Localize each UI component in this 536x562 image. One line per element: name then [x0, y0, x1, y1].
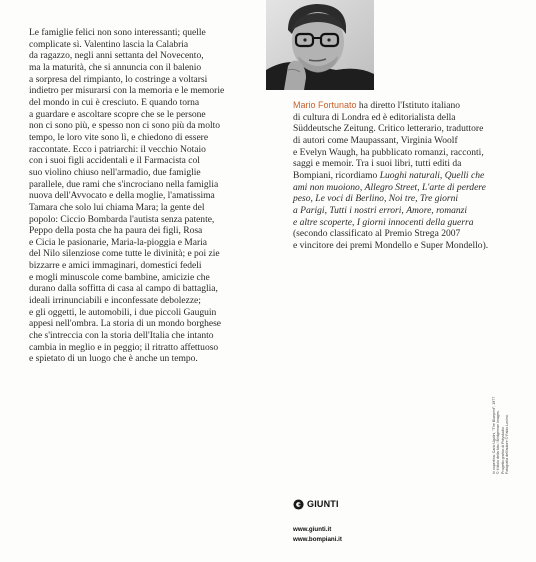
blurb-line: ma la maturità, che si annuncia con il balenio — [29, 61, 202, 73]
bio-line: (secondo classificato al Premio Strega 2007 — [293, 228, 461, 240]
publisher-name: GIUNTI — [307, 499, 339, 509]
book-title: Luoghi naturali — [379, 169, 440, 181]
book-title: Allegro Street — [364, 181, 418, 193]
credit-line: Progetto grafico di Polystudio. — [500, 426, 505, 474]
credit-line: © Il titolo della foto / Bridgeman Images. — [496, 410, 501, 474]
book-title: Quelli che — [444, 169, 485, 181]
blurb-line: e mogli minuscole come bambine, amicizie che — [29, 271, 210, 283]
blurb-line: suo violino chiuso nell'armadio, due famiglie — [29, 166, 201, 178]
bio-line: e altre scoperte, I giorni innocenti della guerra — [293, 216, 474, 228]
blurb-line: e spietato di un luogo che è anche un tempo. — [29, 353, 198, 365]
blurb-line: del Nilo silenziose come tutte le divinità; e poi zie — [29, 248, 220, 260]
blurb-line: cambia in meglio e in peggio; il ritratto affettuoso — [29, 341, 219, 353]
blurb-line: indietro per misurarsi con la memoria e le memorie — [29, 85, 225, 97]
bio-line: ami non muoiono, Allegro Street, L'arte di perdere — [293, 181, 486, 193]
book-title: e altre scoperte — [293, 216, 353, 228]
blurb-line: Tamara che solo lui chiama Mara; la gente del — [29, 201, 205, 213]
blurb-line: a sorpresa del rimpianto, lo costringe a voltarsi — [29, 73, 208, 85]
book-title: I giorni innocenti della guerra — [356, 216, 474, 228]
bio-line: Bompiani, ricordiamo Luoghi naturali, Quelli che — [293, 169, 485, 181]
blurb-line: con i suoi figli accidentali e il Farmacista col — [29, 155, 200, 167]
author-bio — [293, 100, 523, 252]
blurb-line: da ragazzo, negli anni settanta del Novecento, — [29, 50, 204, 62]
bio-line: Süddeutsche Zeitung. Critico letterario, traduttore — [293, 123, 484, 135]
blurb-line: nuova dell'Avvocato e della moglie, l'amatissima — [29, 190, 215, 202]
book-blurb — [29, 27, 261, 365]
credit-line: Fotografia dell'autore © Fabio Lovino. — [505, 414, 510, 474]
bio-line: Mario Fortunato ha diretto l'Istituto italiano — [293, 100, 461, 111]
blurb-line: del mondo in cui è cresciuto. E quando torna — [29, 96, 200, 108]
book-title: Le voci di Berlino — [315, 193, 384, 205]
blurb-line: tempo, le loro vite sono lì, e chiedono di essere — [29, 131, 209, 143]
book-title: a Parigi — [293, 204, 325, 216]
book-title: peso — [293, 193, 311, 205]
book-title: Amore, romanzi — [406, 204, 468, 216]
giunti-logo-icon — [293, 499, 304, 510]
blurb-line: raccontate. Ecco i patriarchi: il vecchio Notaio — [29, 143, 206, 155]
book-title: ami non muoiono — [293, 181, 360, 193]
blurb-line: appesi nell'ombra. La storia di un mondo borghese — [29, 318, 221, 330]
author-name: Mario Fortunato — [293, 100, 357, 110]
book-title: L'arte di perdere — [422, 181, 486, 193]
blurb-line: e Cicia le pasionarie, Maria-la-pioggia e Maria — [29, 236, 207, 248]
blurb-line: complicate sì. Valentino lascia la Calabria — [29, 38, 189, 50]
book-title: Tre giorni — [419, 193, 459, 205]
book-title: Tutti i nostri errori — [329, 204, 402, 216]
bio-line: saggi e memoir. Tra i suoi libri, tutti editi da — [293, 158, 462, 170]
blurb-line: a guardare e ascoltare scopre che se le persone — [29, 108, 206, 120]
bio-line: di cultura di Londra ed è editorialista della — [293, 111, 456, 123]
book-title: Noi tre — [388, 193, 416, 205]
blurb-line: parallele, due rami che s'incrociano nella famiglia — [29, 178, 219, 190]
bio-line: e Evelyn Waugh, ha pubblicato romanzi, racconti, — [293, 146, 484, 158]
blurb-line: popolo: Ciccio Bombarda l'autista senza patente, — [29, 213, 215, 225]
blurb-line: ideali irrinunciabili e inconfessate debolezze; — [29, 295, 201, 307]
bio-line: e vincitore dei premi Mondello e Super Mondello). — [293, 239, 489, 251]
bio-line: di autori come Maupassant, Virginia Woolf — [293, 134, 458, 146]
bio-line: peso, Le voci di Berlino, Noi tre, Tre giorni — [293, 193, 459, 205]
publisher-urls — [293, 525, 342, 544]
publisher-logo — [293, 497, 339, 511]
blurb-line: Peppo della posta che ha paura dei figli, Rosa — [29, 225, 203, 237]
blurb-line: durano dalla soffitta di casa al campo di battaglia, — [29, 283, 218, 295]
blurb-line: e gli oggetti, le automobili, i due piccoli Gauguin — [29, 306, 217, 318]
author-photo — [266, 0, 374, 90]
bio-line: a Parigi, Tutti i nostri errori, Amore, romanzi — [293, 204, 468, 216]
credit-line: In copertina: Carlo Ugolini, "The Blueprint", 1977 — [492, 396, 496, 474]
publisher-url[interactable]: www.giunti.it — [293, 526, 332, 533]
blurb-line: che s'intreccia con la storia dell'Italia che intanto — [29, 330, 214, 342]
blurb-line: bizzarre e amici immaginari, domestici fedeli — [29, 260, 202, 272]
blurb-line: non ci sono più, e spesso non ci sono più da molto — [29, 120, 220, 132]
publisher-url[interactable]: www.bompiani.it — [293, 535, 342, 543]
cover-credits — [492, 394, 520, 474]
blurb-line: Le famiglie felici non sono interessanti; quelle — [29, 27, 206, 38]
